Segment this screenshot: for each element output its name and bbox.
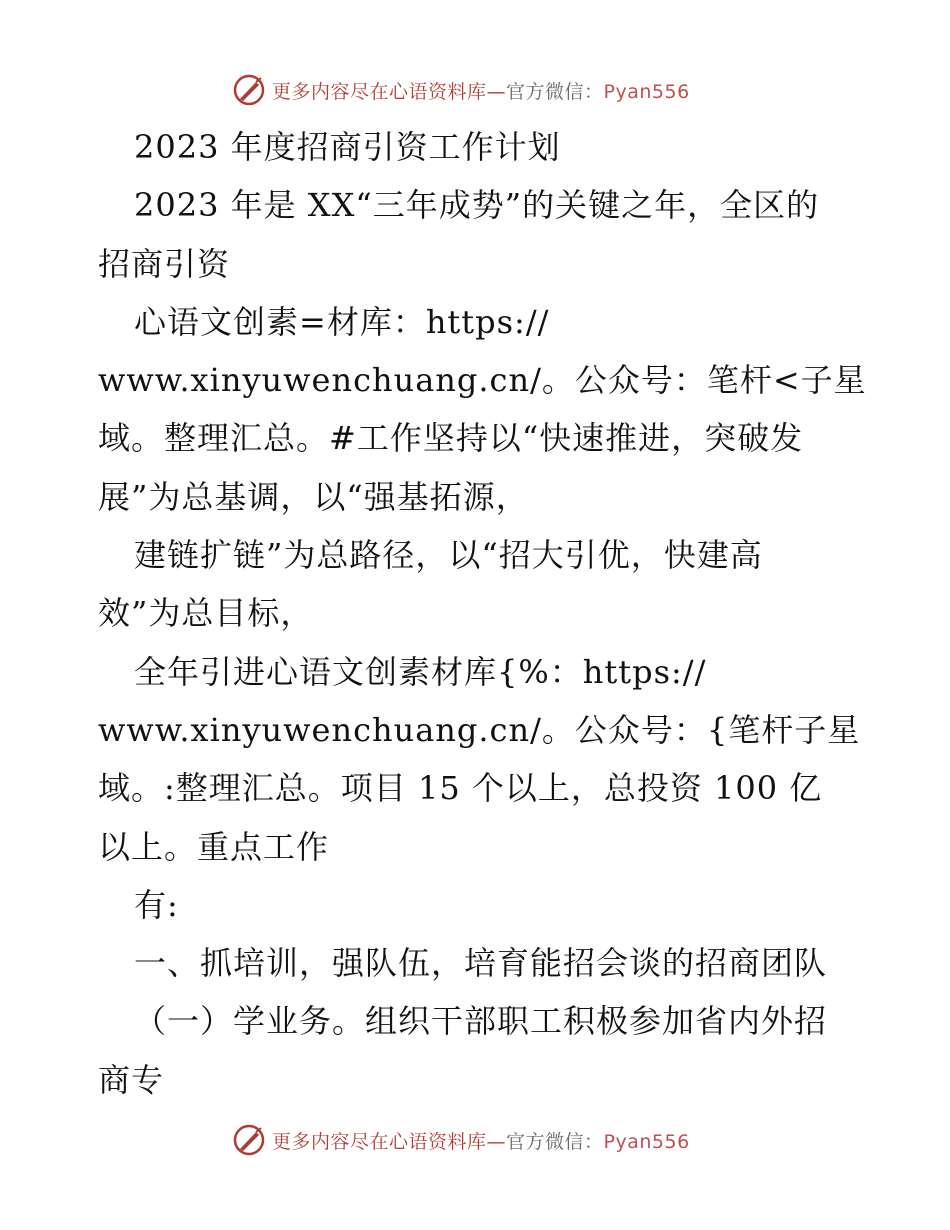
footer-banner-text: 更多内容尽在心语资料库—官方微信：Pyan556	[272, 1130, 690, 1153]
header-banner	[232, 70, 690, 110]
paragraph-line: （一）学业务。组织干部职工积极参加省内外招	[134, 1002, 828, 1041]
paragraph-line: 建链扩链”为总路径，以“招大引优，快建高	[134, 536, 763, 575]
document-body	[98, 118, 867, 1109]
paragraph-line: www.xinyuwenchuang.cn/。公众号：{笔杆子星	[98, 710, 861, 749]
document-title: 2023 年度招商引资工作计划	[134, 128, 561, 166]
paragraph-line: 有:	[134, 885, 179, 924]
paragraph-line: 2023 年是 XX“三年成势”的关键之年，全区的	[134, 186, 820, 225]
paragraph-line: 心语文创素=材库：https://	[134, 302, 550, 341]
header-banner-text: 更多内容尽在心语资料库—官方微信：Pyan556	[272, 80, 690, 103]
paragraph-line: 效”为总目标，	[98, 594, 314, 633]
paragraph-line: www.xinyuwenchuang.cn/。公众号：笔杆<子星	[98, 361, 867, 400]
paragraph-line: 域。:整理汇总。项目 15 个以上，总投资 100 亿	[98, 769, 823, 808]
paragraph-line: 展”为总基调，以“强基拓源，	[98, 477, 529, 516]
footer-banner	[232, 1120, 690, 1160]
paragraph-line: 商专	[98, 1060, 165, 1099]
paragraph-line: 以上。重点工作	[98, 827, 330, 866]
paragraph-line: 域。整理汇总。#工作坚持以“快速推进，突破发	[98, 419, 804, 458]
section-heading: 一、抓培训，强队伍，培育能招会谈的招商团队	[134, 944, 828, 983]
paragraph-line: 全年引进心语文创素材库{%：https://	[134, 652, 707, 691]
feather-pen-logo-icon	[232, 73, 266, 107]
paragraph-line: 招商引资	[98, 244, 231, 283]
feather-pen-logo-icon	[232, 1123, 266, 1157]
